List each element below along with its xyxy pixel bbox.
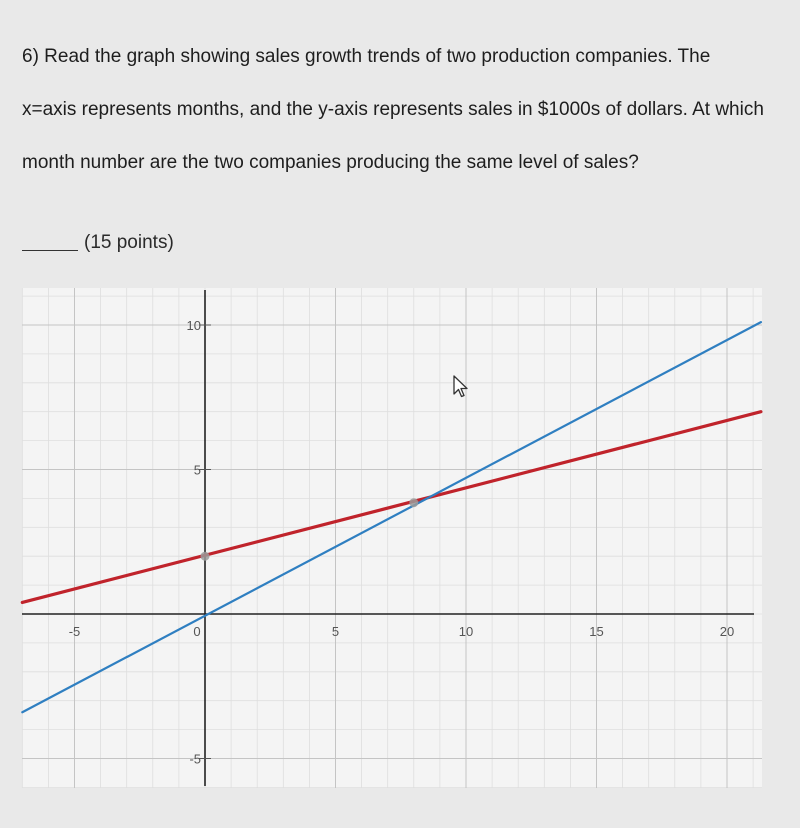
question-line-2: x=axis represents months, and the y-axis represents sales in $1000s of dollars. At which <box>22 99 764 120</box>
x-tick-label: 15 <box>589 624 604 639</box>
graph-background <box>22 288 762 788</box>
sales-graph <box>0 280 800 800</box>
mouse-cursor-icon <box>452 374 470 400</box>
y-tick-label: 10 <box>186 318 201 333</box>
x-tick-label: 10 <box>458 624 474 639</box>
question-line-1: 6) Read the graph showing sales growth trends of two production companies. The <box>22 46 711 67</box>
question-text <box>22 30 782 189</box>
y-tick-label: 5 <box>193 462 201 478</box>
answer-blank-row <box>22 232 174 254</box>
x-tick-label: 20 <box>719 624 735 639</box>
marked-point <box>201 552 210 561</box>
x-tick-label: 5 <box>331 624 340 639</box>
marked-point <box>409 498 418 507</box>
question-line-3: month number are the two companies producing the same level of sales? <box>22 152 639 173</box>
points-label: (15 points) <box>84 232 174 253</box>
answer-blank[interactable] <box>22 250 78 251</box>
y-tick-label: -5 <box>189 751 201 767</box>
x-tick-label: 0 <box>193 624 201 639</box>
x-tick-label: -5 <box>68 624 81 639</box>
